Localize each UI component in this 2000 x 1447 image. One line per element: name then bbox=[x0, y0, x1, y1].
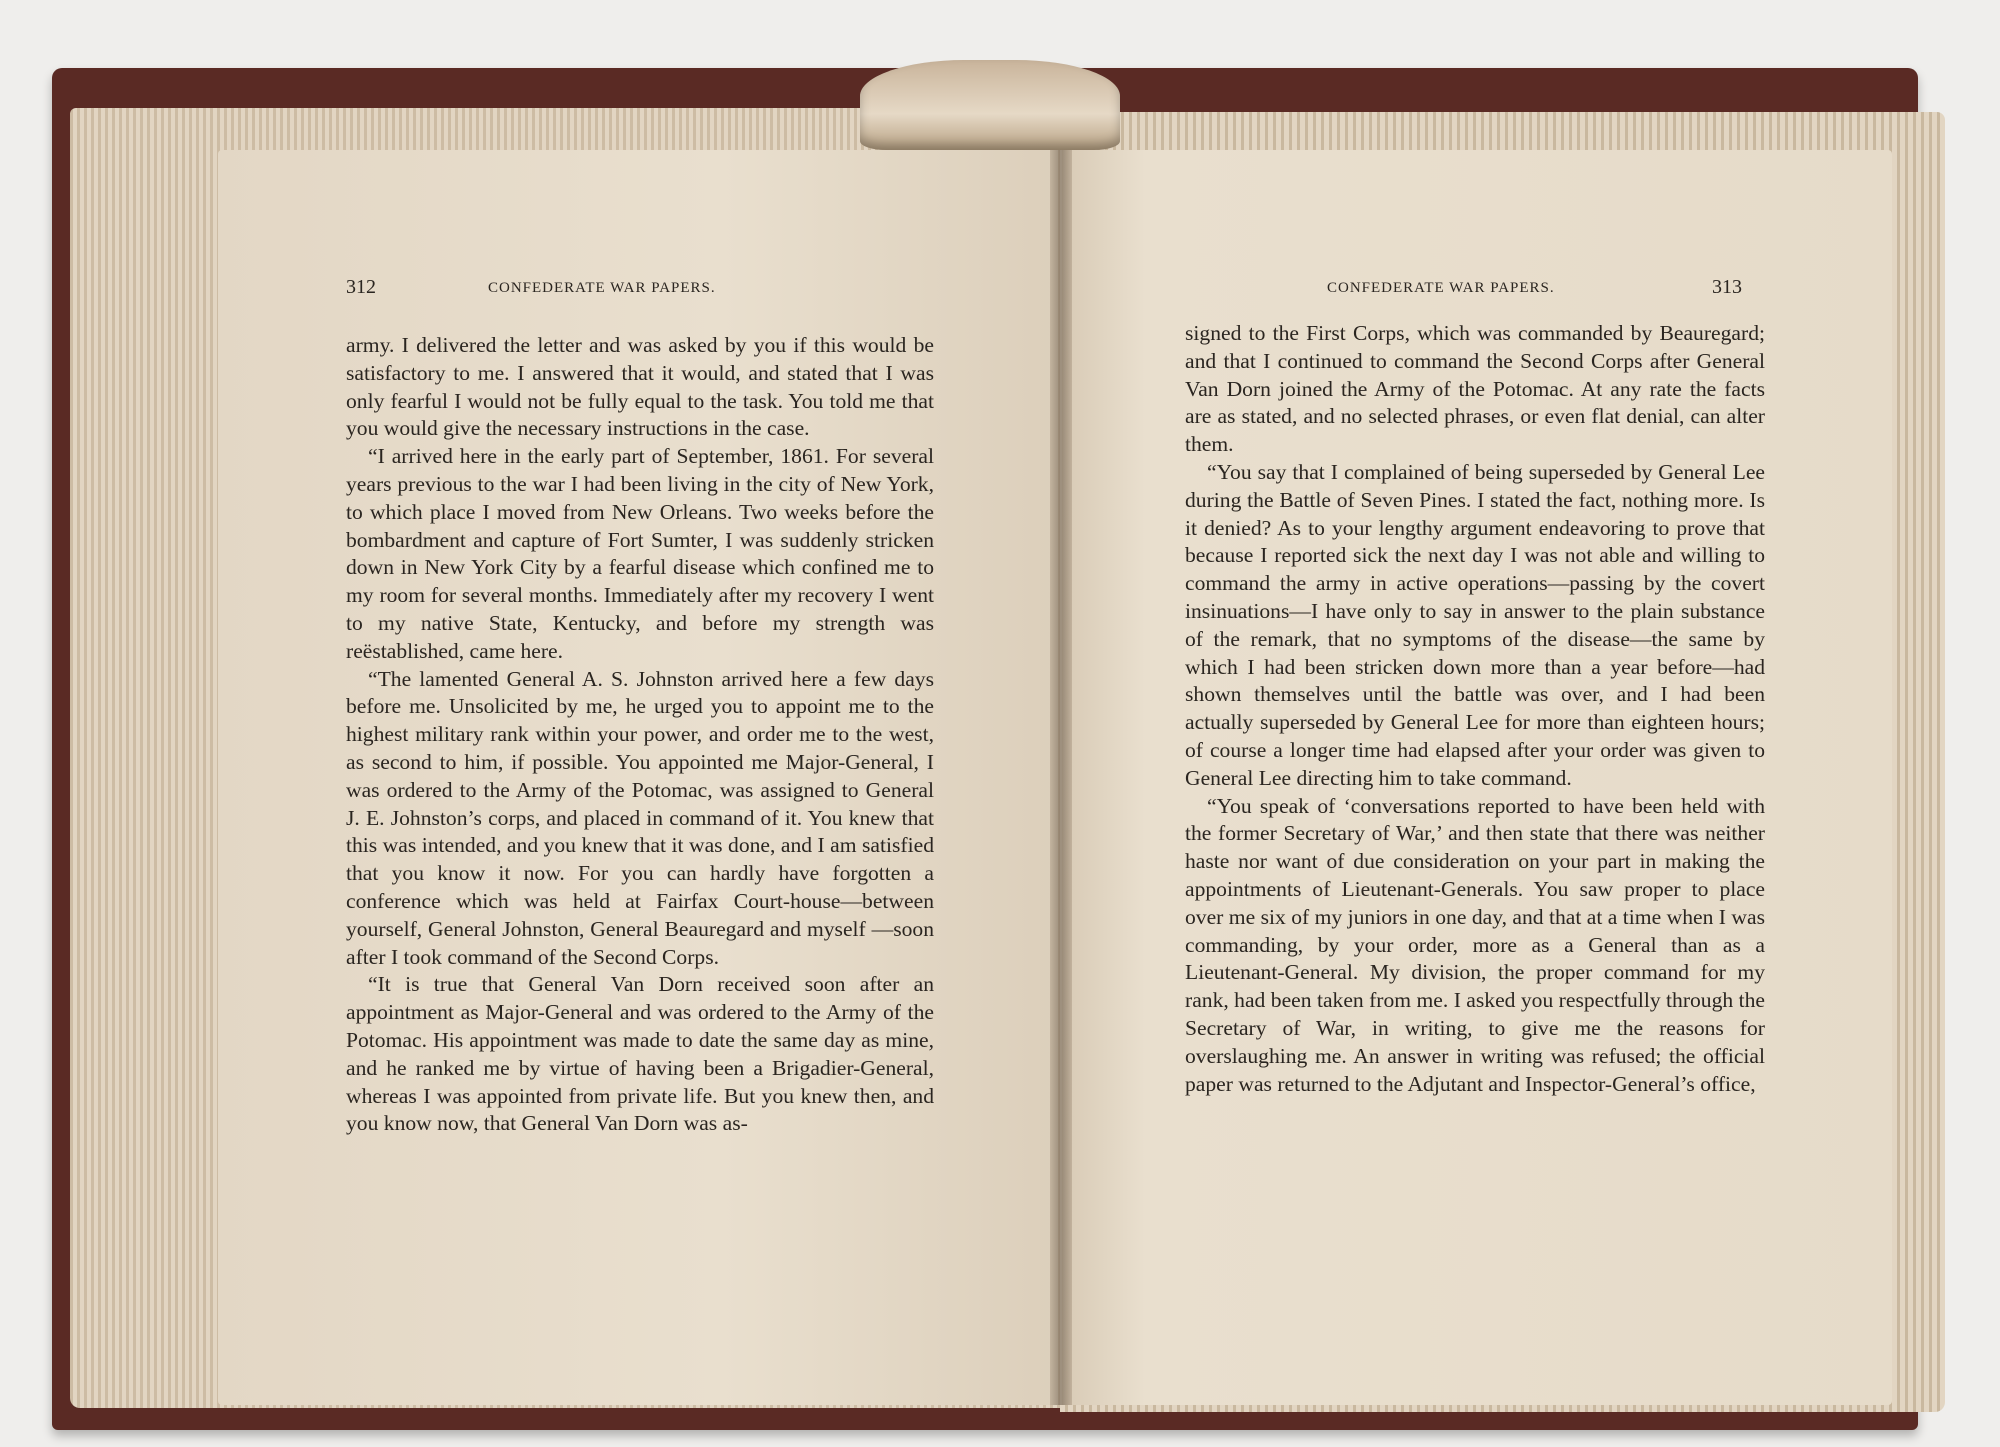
paragraph: “It is true that General Van Dorn received soon after an appointment as Major-General and was ordered to the Army of the Potomac. His appointment was made to date the same day as mine, and he ranked me by virtue of having been a Brigadier-General, whereas I was appointed from private life. But you knew then, and you know now, that General Van Dorn was as- bbox=[346, 972, 934, 1136]
page-number: 312 bbox=[346, 276, 376, 298]
paragraph: “You say that I complained of being superseded by General Lee during the Battle of Seven Pines. I stated the fact, nothing more. Is it denied? As to your lengthy argument endeavoring to prove that because I reported sick the next day I was not able and willing to command the army in active operations—passing by the covert insinuations—I have only to say in answer to the plain substance of the remark, that no symptoms of the disease—the same by which I had been stricken down more than a year before—had shown themselves until the battle was over, and I had been actually superseded by General Lee for more than eighteen hours; of course a longer time had elapsed after your order was given to General Lee directing him to take command. bbox=[1185, 459, 1765, 790]
left-page bbox=[218, 150, 1058, 1405]
running-head: CONFEDERATE WAR PAPERS. bbox=[1327, 280, 1555, 296]
paragraph: signed to the First Corps, which was commanded by Beauregard; and that I continued to command the Second Corps after General Van Dorn joined the Army of the Potomac. At any rate the facts are as stated, and no selected phrases, or even flat denial, can alter them. bbox=[1185, 321, 1765, 457]
paragraph: “I arrived here in the early part of September, 1861. For several years previous to the war I had been living in the city of New York, to which place I moved from New Orleans. Two weeks before the bombardment and capture of Fort Sumter, I was suddenly stricken down in New York City by a fearful disease which confined me to my room for several months. Immediately after my recovery I went to my native State, Kentucky, and before my strength was reëstablished, came here. bbox=[346, 444, 934, 663]
page-text bbox=[346, 332, 934, 1138]
page-text bbox=[1185, 320, 1765, 1098]
spine-binding bbox=[860, 60, 1120, 150]
paragraph: army. I delivered the letter and was asked by you if this would be satisfactory to me. I answered that it would, and stated that I was only fearful I would not be fully equal to the task. You told me that you would give the necessary instructions in the case. bbox=[346, 333, 934, 441]
page-number: 313 bbox=[1712, 276, 1742, 298]
paragraph: “You speak of ‘conversations reported to have been held with the former Secretary of War,’ and then state that there was neither haste nor want of due consideration on your part in making the appointments of Lieutenant-Generals. You saw proper to place over me six of my juniors in one day, and that at a time when I was commanding, by your order, more as a General than as a Lieutenant-General. My division, the proper command for my rank, had been taken from me. I asked you respectfully through the Secretary of War, in writing, to give me the reasons for overslaughing me. An answer in writing was refused; the official paper was returned to the Adjutant and Inspector-General’s office, bbox=[1185, 793, 1765, 1096]
running-head: CONFEDERATE WAR PAPERS. bbox=[488, 280, 716, 296]
right-page bbox=[1062, 150, 1892, 1405]
book-gutter bbox=[1050, 150, 1072, 1405]
paragraph: “The lamented General A. S. Johnston arrived here a few days before me. Unsolicited by me, he urged you to appoint me to the highest military rank within your power, and order me to the west, as second to him, if possible. You appointed me Major-General, I was ordered to the Army of the Potomac, was assigned to General J. E. Johnston’s corps, and placed in command of it. You knew that this was intended, and you knew that it was done, and I am satisfied that you know it now. For you can hardly have forgotten a conference which was held at Fairfax Court-house—between yourself, General Johnston, General Beauregard and myself —soon after I took command of the Second Corps. bbox=[346, 666, 934, 969]
